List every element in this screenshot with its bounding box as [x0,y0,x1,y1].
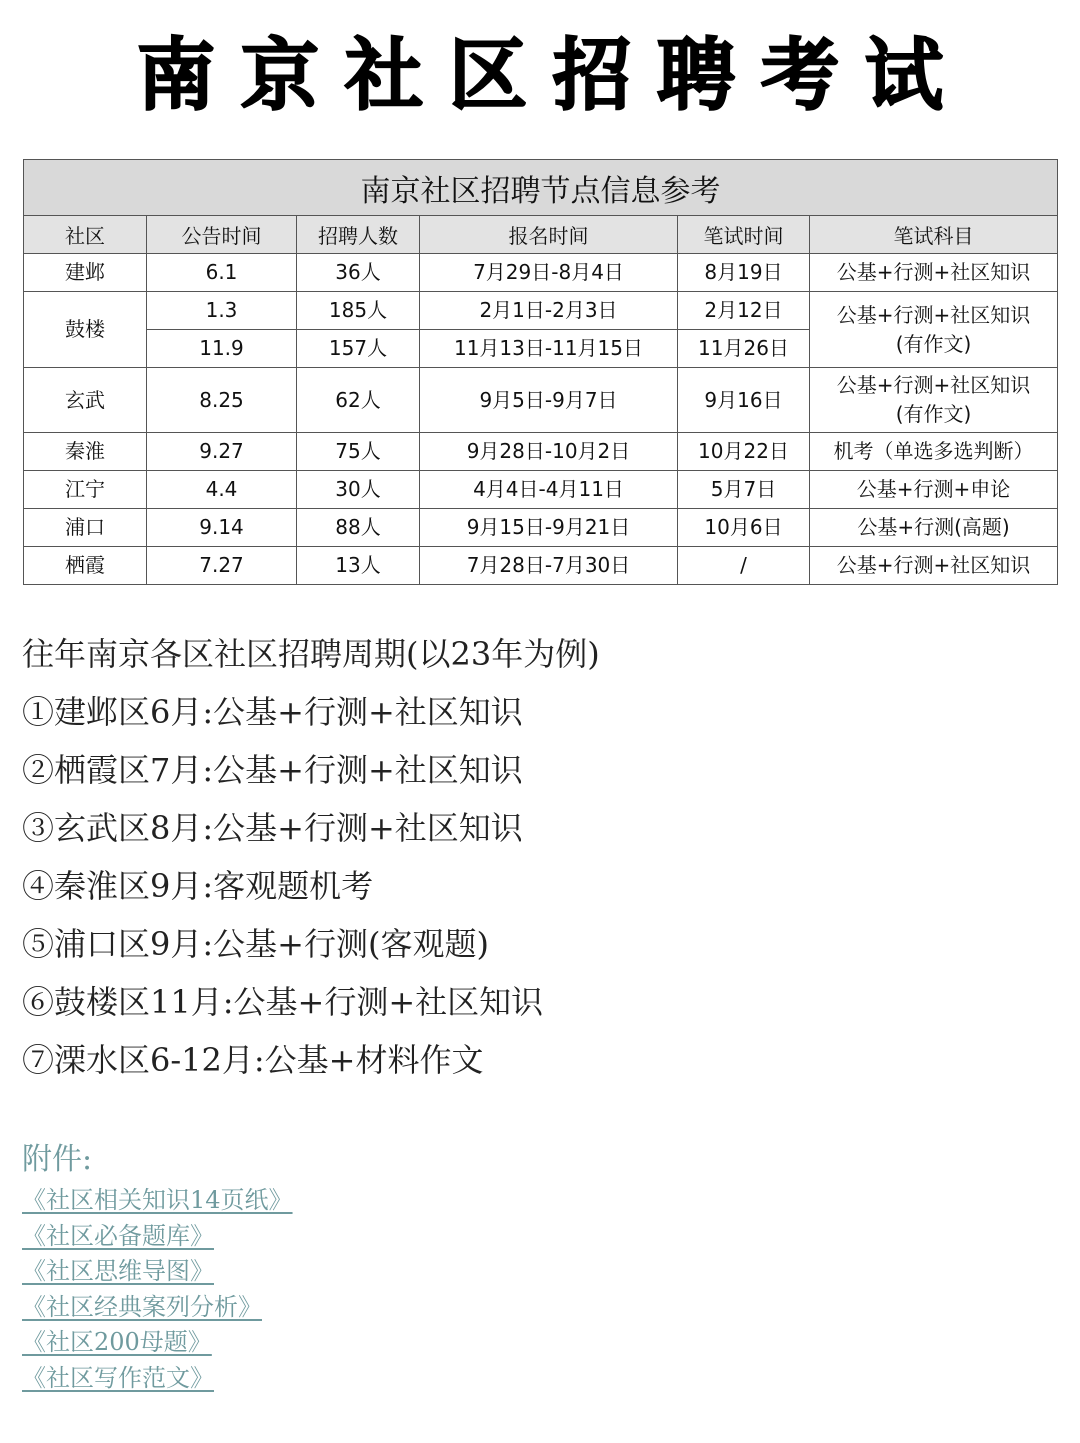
header-exam-subjects: 笔试科目 [810,216,1058,254]
attachment-link[interactable]: 《社区必备题库》 [22,1221,214,1250]
cell-exam: 5月7日 [678,471,810,509]
cell-exam: 2月12日 [678,292,810,330]
cell-exam: 10月22日 [678,433,810,471]
notes-item: ⑤浦口区9月:公基+行测(客观题) [22,925,489,963]
attachments-heading: 附件: [22,1142,93,1177]
cell-announce: 6.1 [147,254,297,292]
cell-exam: 11月26日 [678,330,810,368]
cell-exam: 10月6日 [678,509,810,547]
cell-count: 75人 [297,433,420,471]
cell-signup: 7月28日-7月30日 [420,547,678,585]
cell-district: 玄武 [24,368,147,433]
header-exam-date: 笔试时间 [678,216,810,254]
notes-item: ②栖霞区7月:公基+行测+社区知识 [22,751,523,789]
cell-subject-main: 公基+行测+社区知识 [836,302,1031,327]
cell-subject: 机考（单选多选判断） [810,433,1058,471]
cell-announce: 4.4 [147,471,297,509]
cell-district: 栖霞 [24,547,147,585]
cell-signup: 11月13日-11月15日 [420,330,678,368]
notes-item: ①建邺区6月:公基+行测+社区知识 [22,693,523,731]
notes-item: ⑦溧水区6-12月:公基+材料作文 [22,1041,484,1079]
cell-subject: 公基+行测+社区知识 [810,254,1058,292]
recruitment-info-table [23,159,1058,585]
cell-announce: 1.3 [147,292,297,330]
table-row [24,254,1058,292]
attachments-section [22,1140,293,1399]
cell-subject: 公基+行测(高题) [810,509,1058,547]
header-district: 社区 [24,216,147,254]
table-row [24,368,1058,433]
attachment-link[interactable]: 《社区写作范文》 [22,1363,214,1392]
cell-subject-main: 公基+行测+社区知识 [836,373,1031,397]
notes-heading: 往年南京各区社区招聘周期(以23年为例) [22,635,600,673]
table-header-row [24,216,1058,254]
cell-announce: 7.27 [147,547,297,585]
header-signup-period: 报名时间 [420,216,678,254]
cell-count: 30人 [297,471,420,509]
header-hire-count: 招聘人数 [297,216,420,254]
cell-subject-note: (有作文) [895,402,972,426]
recruitment-cycle-notes [22,628,600,1092]
cell-signup: 9月15日-9月21日 [420,509,678,547]
table-row [24,547,1058,585]
attachment-link[interactable]: 《社区经典案列分析》 [22,1292,262,1321]
attachment-link[interactable]: 《社区相关知识14页纸》 [22,1186,293,1214]
cell-district: 江宁 [24,471,147,509]
cell-signup: 9月28日-10月2日 [420,433,678,471]
cell-district: 浦口 [24,509,147,547]
notes-item: ④秦淮区9月:客观题机考 [22,867,374,905]
notes-item: ⑥鼓楼区11月:公基+行测+社区知识 [22,983,544,1021]
cell-signup: 4月4日-4月11日 [420,471,678,509]
cell-subject-note: (有作文) [895,331,972,356]
cell-announce: 8.25 [147,368,297,433]
cell-subject [810,292,1058,368]
notes-item: ③玄武区8月:公基+行测+社区知识 [22,809,523,847]
cell-signup: 7月29日-8月4日 [420,254,678,292]
cell-count: 88人 [297,509,420,547]
table-row [24,471,1058,509]
cell-count: 13人 [297,547,420,585]
cell-exam: 9月16日 [678,368,810,433]
cell-signup: 9月5日-9月7日 [420,368,678,433]
cell-count: 62人 [297,368,420,433]
cell-count: 36人 [297,254,420,292]
cell-district: 鼓楼 [24,292,147,368]
cell-announce: 9.27 [147,433,297,471]
table-caption: 南京社区招聘节点信息参考 [24,160,1058,216]
cell-district: 秦淮 [24,433,147,471]
cell-announce: 11.9 [147,330,297,368]
cell-subject: 公基+行测+申论 [810,471,1058,509]
attachment-link[interactable]: 《社区思维导图》 [22,1257,214,1285]
attachment-link[interactable]: 《社区200母题》 [22,1328,212,1356]
table-row [24,433,1058,471]
cell-exam: / [678,547,810,585]
table-row [24,292,1058,330]
table-row [24,509,1058,547]
cell-count: 185人 [297,292,420,330]
cell-exam: 8月19日 [678,254,810,292]
header-announce-date: 公告时间 [147,216,297,254]
cell-announce: 9.14 [147,509,297,547]
cell-count: 157人 [297,330,420,368]
cell-subject [810,368,1058,433]
cell-signup: 2月1日-2月3日 [420,292,678,330]
page-title: 南京社区招聘考试 [136,31,969,121]
cell-subject: 公基+行测+社区知识 [810,547,1058,585]
cell-district: 建邺 [24,254,147,292]
